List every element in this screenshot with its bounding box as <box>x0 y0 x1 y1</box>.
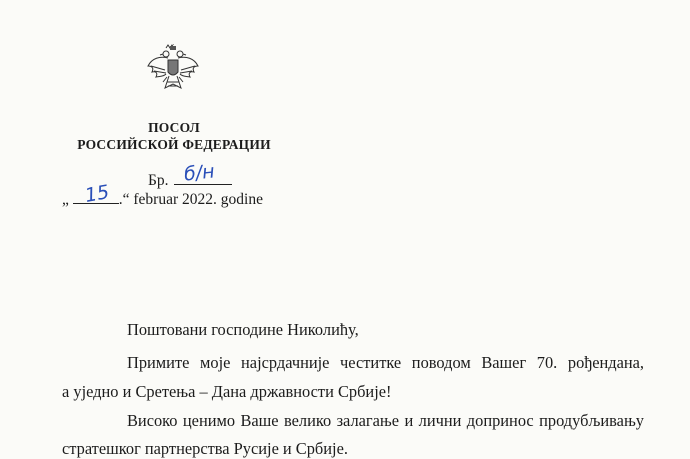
embassy-header <box>60 119 288 153</box>
date-open-quote: „ <box>62 191 69 208</box>
header-line-federation: РОССИЙСКОЙ ФЕДЕРАЦИИ <box>77 137 271 152</box>
double-headed-eagle-icon <box>146 44 200 94</box>
date-month-year: .“ februar 2022. godine <box>118 191 263 208</box>
reference-number-line <box>174 160 232 186</box>
paragraph-2-line-2: стратешког партнерства Русије и Србије. <box>62 439 348 458</box>
paragraph-1-line-1: Примите моје најсрдачније честитке поводом Вашег 70. рођендана, <box>127 353 644 372</box>
paragraph-2-line-1: Високо ценимо Ваше велико залагање и лични допринос продубљивању <box>127 411 644 430</box>
handwritten-day: 15 <box>83 181 111 207</box>
handwritten-reference: б/н <box>183 160 217 186</box>
reference-label: Бр. <box>148 172 169 189</box>
header-line-posol: ПОСОЛ <box>148 120 200 135</box>
letter-date <box>62 181 263 209</box>
date-day-line <box>73 181 119 207</box>
reference-number <box>148 160 232 190</box>
letter-greeting: Поштовани господине Николићу, <box>127 320 359 339</box>
paragraph-1-line-2: а уједно и Сретења – Дана државности Србије! <box>62 382 392 401</box>
